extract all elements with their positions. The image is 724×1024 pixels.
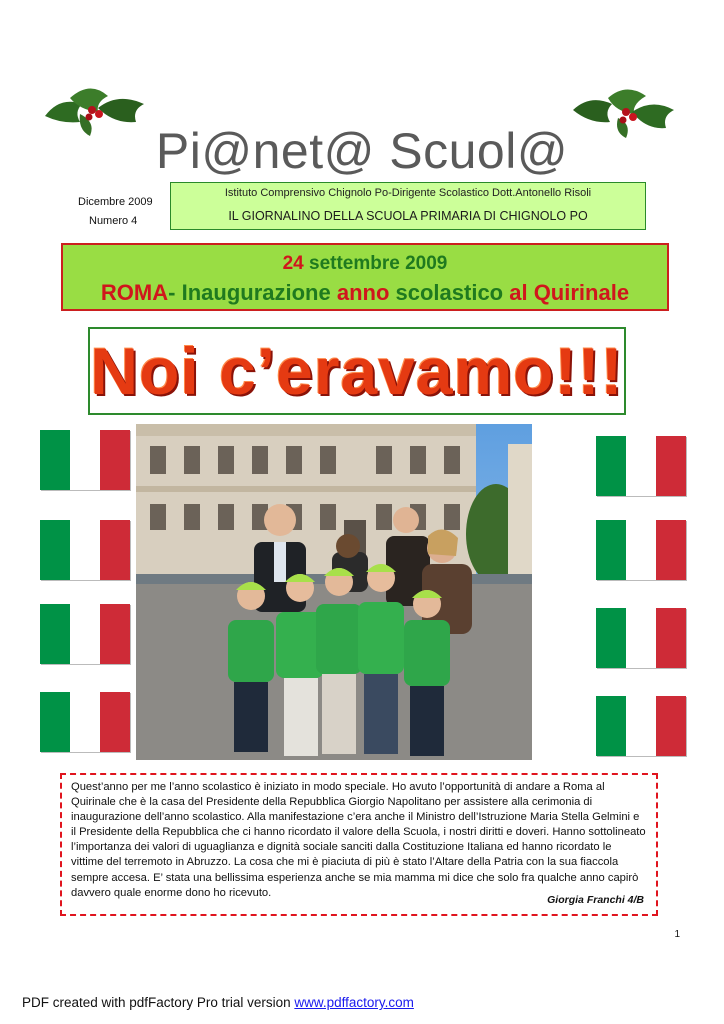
headline-word-4: al Quirinale: [509, 280, 630, 305]
italian-flag-right-2: [596, 520, 686, 580]
page-number: 1: [674, 929, 680, 940]
italian-flag-right-3: [596, 608, 686, 668]
pdf-footer: [22, 995, 414, 1010]
headline-word-2: anno: [336, 280, 396, 305]
italian-flag-left-1: [40, 430, 130, 490]
institute-line: Istituto Comprensivo Chignolo Po-Dirigente Scolastico Dott.Antonello Risoli: [224, 187, 592, 199]
footer-text: PDF created with pdfFactory Pro trial version: [22, 995, 295, 1010]
newsletter-subtitle: IL GIORNALINO DELLA SCUOLA PRIMARIA DI CHIGNOLO PO: [228, 209, 588, 223]
headline-dash: -: [168, 280, 182, 305]
banner-text: Noi c’eravamo!!!: [90, 334, 624, 408]
headline-place: ROMA: [100, 280, 169, 305]
article-text: Quest’anno per me l’anno scolastico è iniziato in modo speciale. Ho avuto l’opportunità di andare a Roma al Quirinale che è la casa del Presidente della Repubblica Giorgio Napolitano per assistere alla cerimonia di inaugurazione dell’anno scolastico. Alla manifestazione c’era anche il Ministro dell’Istruzione Maria Stella Gelmini e il Presidente della Repubblica che ci hanno ricordato il valore della Scuola, i nostri diritti e doveri. Hanno sottolineato l’importanza dei valori di uguaglianza e dignità sociale sanciti dalla Costituzione Italiana ed hanno ricordato le vittime del terremoto in Abruzzo. La cosa che mi è piaciuta di più è stato l’Altare della Patria con la sua fiaccola sempre accesa. E’ stata una bellissima esperienza anche se mia mamma mi dice che solo fra qualche anno capirò davvero quale enorme dono ho ricevuto.: [71, 781, 646, 899]
footer-link[interactable]: www.pdffactory.com: [294, 995, 414, 1010]
issue-number: Numero 4: [89, 215, 138, 227]
headline-word-1: Inaugurazione: [181, 280, 337, 305]
article-author: Giorgia Franchi 4/B: [547, 894, 644, 906]
school-info-box: [170, 182, 646, 230]
group-photo-illustration: [136, 424, 532, 760]
headline-word-3: scolastico: [395, 280, 510, 305]
article-box: [60, 773, 658, 916]
italian-flag-right-1: [596, 436, 686, 496]
issue-date: Dicembre 2009: [78, 196, 153, 208]
headline-title: [63, 280, 667, 306]
group-photo: [136, 424, 532, 760]
headline-month: settembre: [303, 253, 406, 274]
newsletter-title: Pi@net@ Scuol@: [155, 123, 569, 179]
italian-flag-left-2: [40, 520, 130, 580]
italian-flag-left-4: [40, 692, 130, 752]
headline-year: 2009: [405, 253, 448, 274]
headline-day: 24: [282, 253, 304, 274]
headline-box: [61, 243, 669, 311]
headline-date: [63, 253, 667, 275]
noi-ceravamo-banner: [88, 327, 626, 415]
italian-flag-right-4: [596, 696, 686, 756]
italian-flag-left-3: [40, 604, 130, 664]
